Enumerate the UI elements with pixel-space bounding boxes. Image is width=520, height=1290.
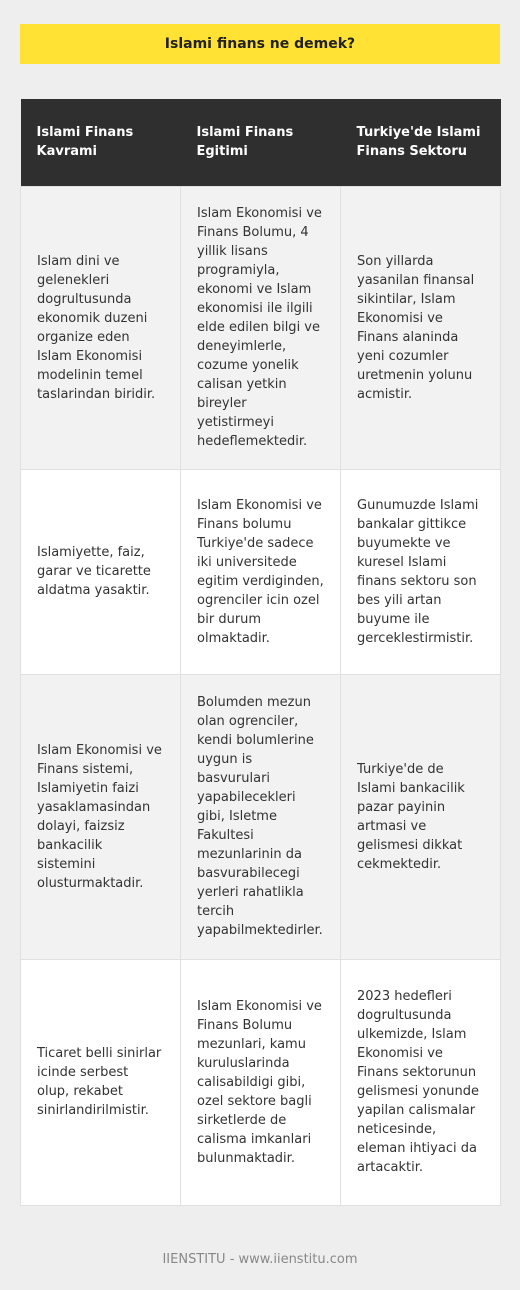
table-cell: Bolumden mezun olan ogrenciler, kendi bolumlerine uygun is basvurulari yapabilecekleri gibi, Isletme Fakultesi mezunlarinin da basvurabilecegi yerleri rahatlikla tercih yapabilmektedirler. [181,674,341,959]
table-cell: Turkiye'de de Islami bankacilik pazar payinin artmasi ve gelismesi dikkat cekmektedir. [341,674,501,959]
table-row [21,469,501,674]
column-header-concept: Islami Finans Kavrami [21,99,181,186]
title-banner [20,24,500,64]
page-title: Islami finans ne demek? [164,36,356,52]
table-cell: Islam Ekonomisi ve Finans sistemi, Islamiyetin faizi yasaklamasindan dolayi, faizsiz bankacilik sistemini olusturmaktadir. [21,674,181,959]
table-header-row [21,99,501,186]
table-row [21,959,501,1205]
table-cell: Son yillarda yasanilan finansal sikintilar, Islam Ekonomisi ve Finans alaninda yeni cozumler uretmenin yolunu acmistir. [341,186,501,469]
table-cell: 2023 hedefleri dogrultusunda ulkemizde, Islam Ekonomisi ve Finans sektorunun gelismesi yonunde yapilan calismalar neticesinde, eleman ihtiyaci da artacaktir. [341,959,501,1205]
table-cell: Islam Ekonomisi ve Finans Bolumu mezunlari, kamu kuruluslarinda calisabildigi gibi, ozel sektore bagli sirketlerde de calisma imkanlari bulunmaktadir. [181,959,341,1205]
table-cell: Gunumuzde Islami bankalar gittikce buyumekte ve kuresel Islami finans sektoru son bes yili artan buyume ile gerceklestirmistir. [341,469,501,674]
table-cell: Islam dini ve gelenekleri dogrultusunda ekonomik duzeni organize eden Islam Ekonomisi modelinin temel taslarindan biridir. [21,186,181,469]
column-header-sector: Turkiye'de Islami Finans Sektoru [341,99,501,186]
table-row [21,186,501,469]
table-cell: Islam Ekonomisi ve Finans Bolumu, 4 yillik lisans programiyla, ekonomi ve Islam ekonomisi ile ilgili elde edilen bilgi ve deneyimlerle, cozume yonelik calisan yetkin bireyler yetistirmeyi hedeflemektedir. [181,186,341,469]
footer-credit: IIENSTITU - www.iienstitu.com [162,1252,358,1267]
column-header-education: Islami Finans Egitimi [181,99,341,186]
table-cell: Islamiyette, faiz, garar ve ticarette aldatma yasaktir. [21,469,181,674]
table-row [21,674,501,959]
table-cell: Islam Ekonomisi ve Finans bolumu Turkiye'de sadece iki universitede egitim verdiginden, ogrenciler icin ozel bir durum olmaktadir. [181,469,341,674]
comparison-table [20,99,501,1206]
table-cell: Ticaret belli sinirlar icinde serbest olup, rekabet sinirlandirilmistir. [21,959,181,1205]
